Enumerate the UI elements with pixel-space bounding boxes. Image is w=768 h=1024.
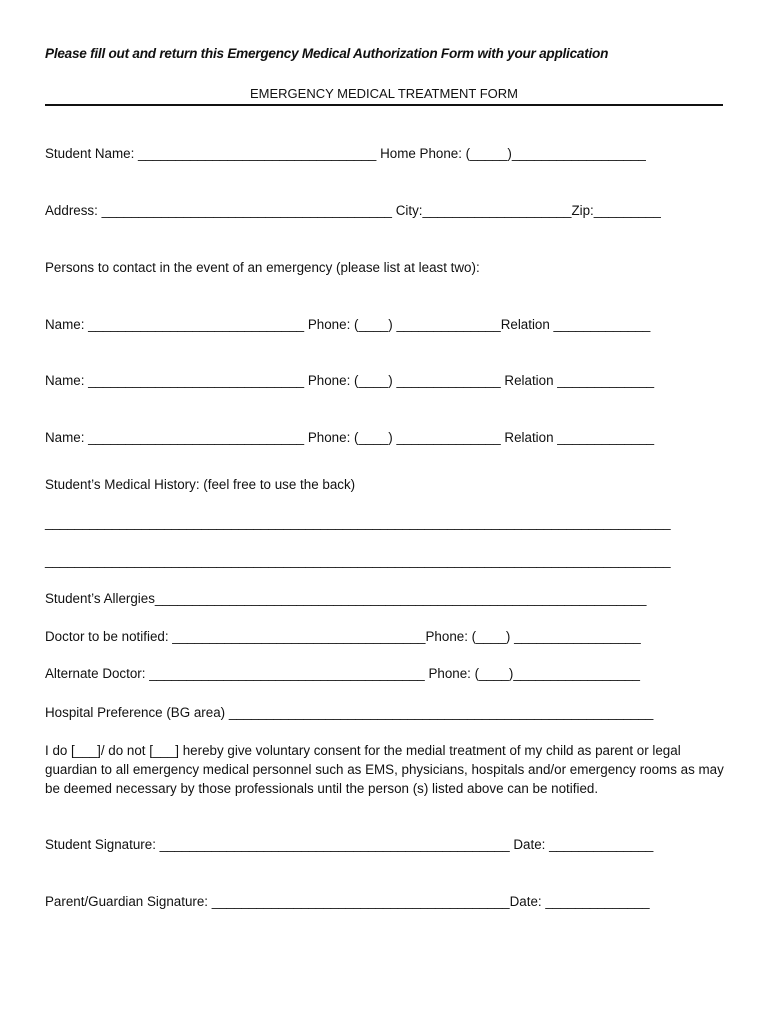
student-signature-field[interactable]: Student Signature: _______________________________________________ Date: ______________ [45,837,654,852]
form-instruction: Please fill out and return this Emergency Medical Authorization Form with your application [45,46,609,61]
emergency-contacts-label: Persons to contact in the event of an emergency (please list at least two): [45,260,480,275]
allergies-field[interactable]: Student’s Allergies__________________________________________________________________ [45,591,647,606]
title-divider [45,104,723,106]
consent-paragraph: I do [___]/ do not [___] hereby give voluntary consent for the medial treatment of my child as parent or legal guardian to all emergency medical personnel such as EMS, physicians, hospitals and/or emergency rooms as may be deemed necessary by those professionals until the person (s) listed above can be notified. [45,743,724,796]
medical-history-line-1[interactable]: ____________________________________________________________________________________ [45,515,671,530]
hospital-preference-field[interactable]: Hospital Preference (BG area) _________________________________________________________ [45,705,654,720]
parent-signature-field[interactable]: Parent/Guardian Signature: ________________________________________Date: ______________ [45,894,650,909]
form-title: EMERGENCY MEDICAL TREATMENT FORM [250,86,518,101]
contact-2-field[interactable]: Name: _____________________________ Phone: (____) ______________ Relation _____________ [45,373,655,388]
medical-history-line-2[interactable]: ____________________________________________________________________________________ [45,553,671,568]
address-field[interactable]: Address: _______________________________________ City:____________________Zip:_________ [45,203,661,218]
doctor-field[interactable]: Doctor to be notified: __________________________________Phone: (____) _________________ [45,629,641,644]
alternate-doctor-field[interactable]: Alternate Doctor: _____________________________________ Phone: (____)_________________ [45,666,640,681]
contact-1-field[interactable]: Name: _____________________________ Phone: (____) ______________Relation _____________ [45,317,651,332]
student-name-phone-field[interactable]: Student Name: ________________________________ Home Phone: (_____)__________________ [45,146,646,161]
medical-history-label: Student’s Medical History: (feel free to use the back) [45,477,356,492]
contact-3-field[interactable]: Name: _____________________________ Phone: (____) ______________ Relation _____________ [45,430,655,445]
